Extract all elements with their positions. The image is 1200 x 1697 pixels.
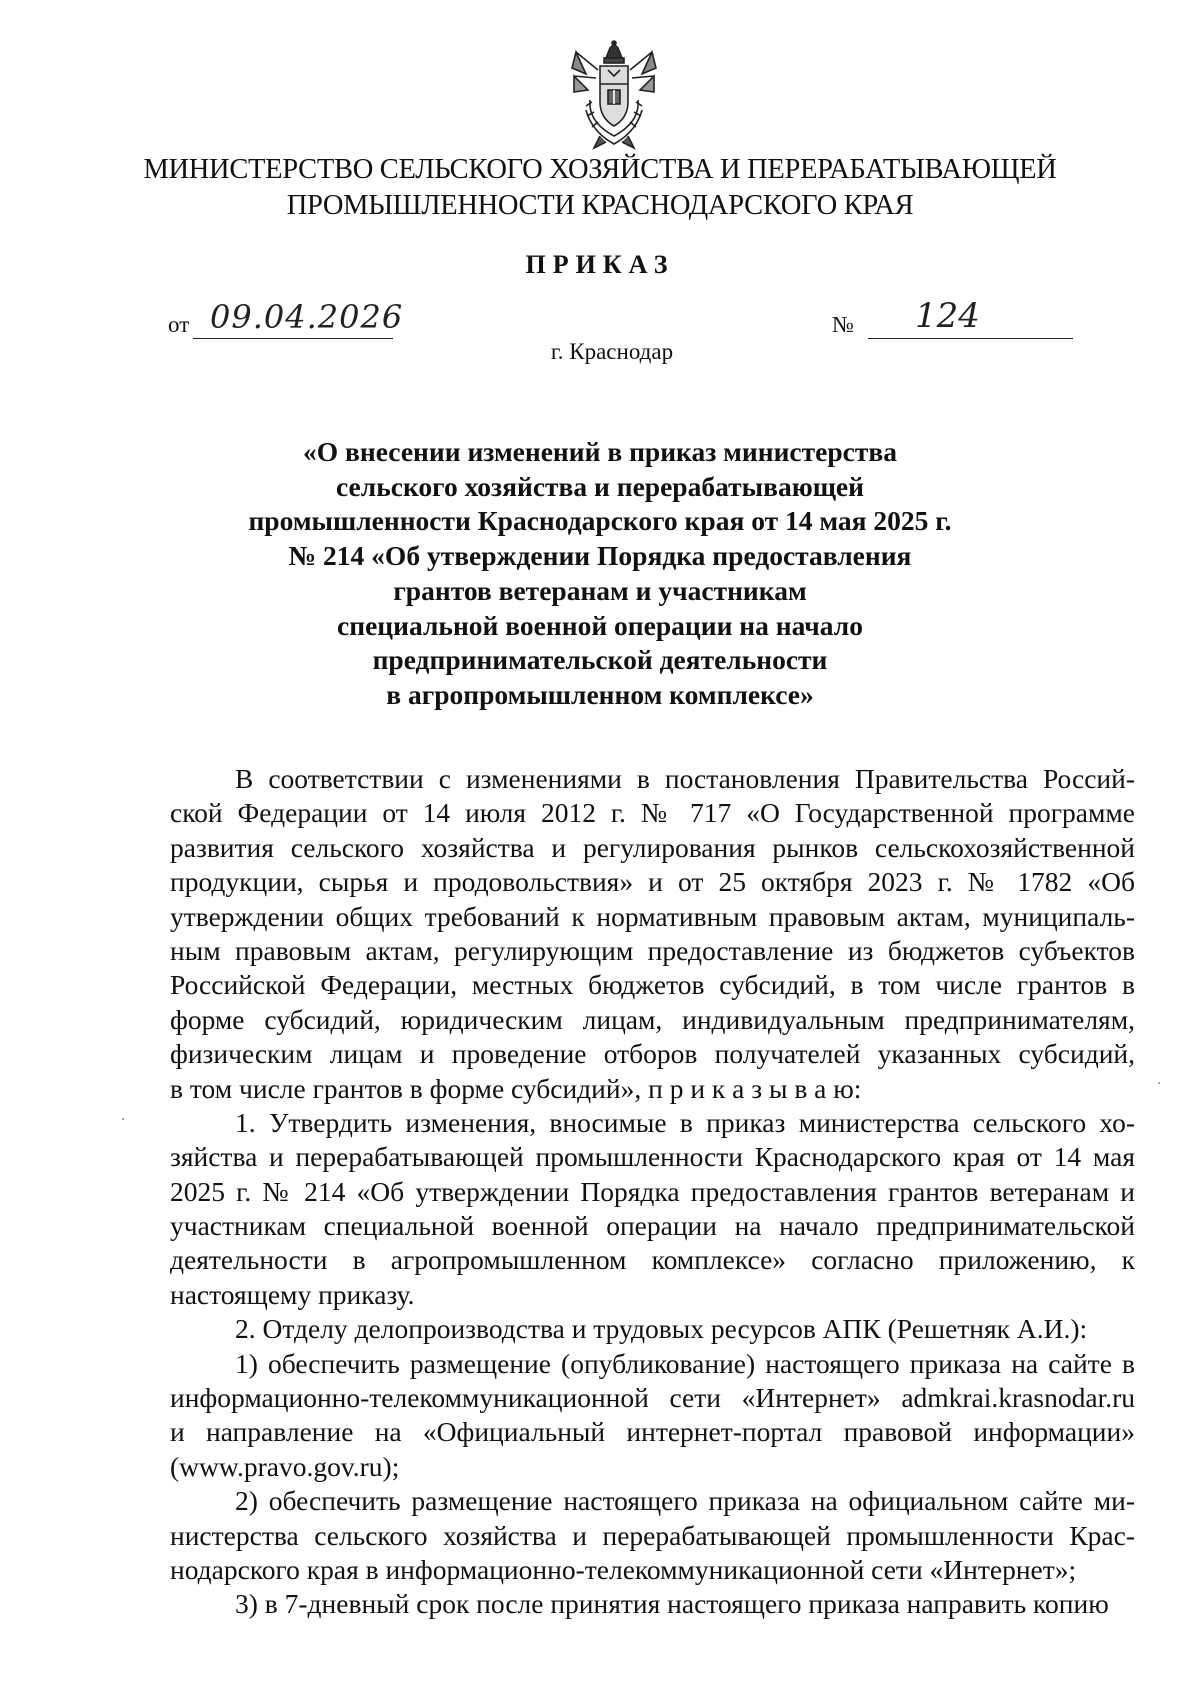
order-body — [170, 762, 1135, 1622]
ministry-name — [100, 152, 1100, 224]
body-line: Российской Федерации, местных бюджетов субсидий, в том числе грантов в — [170, 969, 1135, 1001]
body-line: нистерства сельского хозяйства и перерабатывающей промышленности Крас- — [170, 1519, 1135, 1551]
order-title — [150, 435, 1050, 713]
body-line: развития сельского хозяйства и регулирования рынков сельскохозяйственной — [170, 831, 1135, 863]
body-line: информационно-телекоммуникационной сети «Интернет» admkrai.krasnodar.ru — [170, 1382, 1135, 1414]
body-line: и направление на «Официальный интернет-портал правовой информации» — [170, 1416, 1135, 1448]
body-line: ской Федерации от 14 июля 2012 г. № 717 «О Государственной программе — [170, 797, 1135, 829]
document-type: ПРИКАЗ — [525, 250, 675, 279]
ministry-line-1: МИНИСТЕРСТВО СЕЛЬСКОГО ХОЗЯЙСТВА И ПЕРЕРАБАТЫВАЮЩЕЙ — [143, 154, 1057, 185]
scan-speck — [122, 1118, 124, 1120]
number-prefix: № — [832, 312, 854, 337]
coat-of-arms-icon — [570, 40, 658, 152]
body-line: (www.pravo.gov.ru); — [170, 1450, 400, 1482]
body-line: В соответствии с изменениями в постановления Правительства Россий- — [235, 763, 1135, 794]
body-line: 1) обеспечить размещение (опубликование) настоящего приказа на сайте в — [235, 1347, 1135, 1379]
body-line: участникам специальной военной операции на начало предпринимательской — [170, 1210, 1135, 1242]
ministry-line-2: ПРОМЫШЛЕННОСТИ КРАСНОДАРСКОГО КРАЯ — [286, 190, 914, 221]
body-line: деятельности в агропромышленном комплексе» согласно приложению, к — [170, 1244, 1135, 1276]
date-prefix: от — [168, 312, 190, 337]
scan-speck — [1158, 1082, 1160, 1084]
body-line: продукции, сырья и продовольствия» и от 25 октября 2023 г. № 1782 «Об — [170, 866, 1135, 898]
title-line: № 214 «Об утверждении Порядка предоставления — [288, 540, 912, 572]
body-line: физическим лицам и проведение отборов получателей указанных субсидий, — [170, 1038, 1135, 1070]
body-line: 3) в 7-дневный срок после принятия настоящего приказа направить копию — [235, 1588, 1109, 1620]
body-line: в том числе грантов в форме субсидий», п р и к а з ы в а ю: — [170, 1072, 862, 1104]
body-line: ным правовым актам, регулирующим предоставление из бюджетов субъектов — [170, 934, 1135, 966]
body-line: 2025 г. № 214 «Об утверждении Порядка предоставления грантов ветеранам и — [170, 1175, 1135, 1207]
body-line: утверждении общих требований к нормативным правовым актам, муниципаль- — [170, 900, 1135, 932]
body-line: 2. Отделу делопроизводства и трудовых ресурсов АПК (Решетняк А.И.): — [235, 1313, 1088, 1345]
handwritten-number: 124 — [915, 296, 980, 336]
city: г. Краснодар — [550, 339, 674, 364]
title-line: специальной военной операции на начало — [337, 609, 863, 641]
title-line: предпринимательской деятельности — [372, 644, 828, 676]
body-line: 1. Утвердить изменения, вносимые в приказ министерства сельского хо- — [235, 1106, 1135, 1138]
body-line: зяйства и перерабатывающей промышленности Краснодарского края от 14 мая — [170, 1141, 1135, 1173]
title-line: в агропромышленном комплексе» — [386, 678, 814, 710]
handwritten-date: 09.04.2026 — [210, 298, 404, 336]
body-line: нодарского края в информационно-телекоммуникационной сети «Интернет»; — [170, 1553, 1077, 1585]
title-line: «О внесении изменений в приказ министерства — [303, 436, 897, 467]
title-line: сельского хозяйства и перерабатывающей — [336, 470, 864, 502]
body-line: 2) обеспечить размещение настоящего приказа на официальном сайте ми- — [235, 1485, 1135, 1517]
body-line: форме субсидий, юридическим лицам, индивидуальным предпринимателям, — [170, 1003, 1135, 1035]
title-line: промышленности Краснодарского края от 14 мая 2025 г. — [248, 505, 952, 537]
title-line: грантов ветеранам и участникам — [393, 574, 807, 606]
body-line: настоящему приказу. — [170, 1278, 415, 1310]
